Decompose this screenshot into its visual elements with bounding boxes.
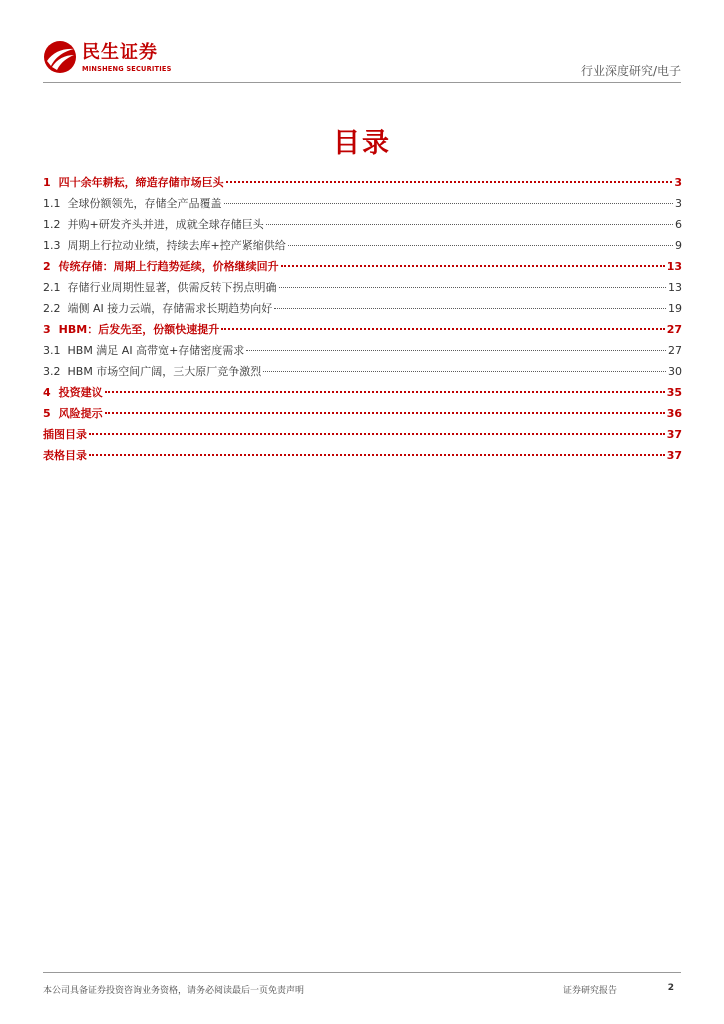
toc-entry-number: 5 [43,407,51,420]
toc-entry-title: 插图目录 [43,428,87,441]
toc-entry-title: HBM 市场空间广阔，三大原厂竞争激烈 [67,365,262,378]
footer-divider [43,972,681,973]
dot-leader [266,224,673,225]
toc-entry-title: 风险提示 [58,407,103,420]
dot-leader [274,308,666,309]
dot-leader [279,287,667,288]
toc-entry-page: 30 [668,365,682,378]
toc-entry[interactable] [43,382,682,403]
toc-entry-title: 全球份额领先，存储全产品覆盖 [67,197,222,210]
toc-entry-title: 投资建议 [58,386,103,399]
toc-entry-number: 1.1 [43,197,61,210]
dot-leader [105,391,665,393]
toc-entry-title: HBM 满足 AI 高带宽+存储密度需求 [67,344,245,357]
header-divider [43,82,681,83]
toc-entry-number: 2 [43,260,51,273]
toc-entry-page: 6 [675,218,682,231]
dot-leader [89,454,665,456]
toc-entry-page: 19 [668,302,682,315]
toc-entry[interactable] [43,193,682,214]
page-number: 2 [667,983,674,993]
toc-entry-page: 35 [666,386,682,399]
toc-entry-number: 2.1 [43,281,61,294]
toc-entry[interactable] [43,298,682,319]
dot-leader [89,433,665,435]
toc-entry[interactable] [43,445,682,466]
toc-entry-title: 四十余年耕耘，缔造存储市场巨头 [58,176,224,189]
toc-entry-title: 周期上行拉动业绩，持续去库+控产紧缩供给 [67,239,286,252]
toc-entry-page: 27 [668,344,682,357]
toc-entry[interactable] [43,256,682,277]
toc-entry-page: 13 [666,260,682,273]
toc-entry-title: 存储行业周期性显著，供需反转下拐点明确 [67,281,277,294]
toc-entry-number: 1.3 [43,239,61,252]
toc-entry[interactable] [43,340,682,361]
toc-entry-number: 2.2 [43,302,61,315]
toc-entry-number: 1.2 [43,218,61,231]
toc-entry[interactable] [43,277,682,298]
dot-leader [263,371,666,372]
company-logo [43,40,183,78]
toc-entry[interactable] [43,424,682,445]
dot-leader [246,350,666,351]
toc-title: 目录 [333,128,391,159]
toc-entry-number: 4 [43,386,51,399]
toc-entry[interactable] [43,214,682,235]
dot-leader [105,412,665,414]
toc-entry[interactable] [43,319,682,340]
minsheng-logo-icon [43,40,77,74]
toc-entry-page: 3 [675,197,682,210]
toc-entry-page: 37 [666,428,682,441]
toc-entry-title: HBM：后发先至，份额快速提升 [58,323,220,336]
toc-entry[interactable] [43,235,682,256]
toc-entry-page: 3 [674,176,682,189]
dot-leader [281,265,665,267]
report-category: 行业深度研究/电子 [580,64,681,78]
toc-entry-page: 13 [668,281,682,294]
toc-entry-number: 1 [43,176,51,189]
toc-entry-page: 36 [666,407,682,420]
toc-entry-page: 9 [675,239,682,252]
toc-entry[interactable] [43,403,682,424]
dot-leader [221,328,664,330]
toc-entry-title: 表格目录 [43,449,87,462]
footer-disclaimer: 本公司具备证券投资咨询业务资格，请务必阅读最后一页免责声明 [43,986,305,996]
toc-entry-page: 27 [666,323,682,336]
table-of-contents [43,172,682,466]
toc-entry-number: 3.1 [43,344,61,357]
toc-entry-page: 37 [666,449,682,462]
logo-english-name: MINSHENG SECURITIES [82,65,172,73]
logo-chinese-name: 民生证券 [82,42,158,63]
toc-entry-title: 传统存储：周期上行趋势延续，价格继续回升 [58,260,279,273]
toc-entry[interactable] [43,361,682,382]
toc-entry-title: 端侧 AI 接力云端，存储需求长期趋势向好 [67,302,273,315]
toc-entry-number: 3 [43,323,51,336]
toc-entry-number: 3.2 [43,365,61,378]
footer-report-type: 证券研究报告 [563,986,618,996]
toc-entry-title: 并购+研发齐头并进，成就全球存储巨头 [67,218,264,231]
dot-leader [288,245,673,246]
dot-leader [224,203,674,204]
dot-leader [226,181,673,183]
toc-entry[interactable] [43,172,682,193]
